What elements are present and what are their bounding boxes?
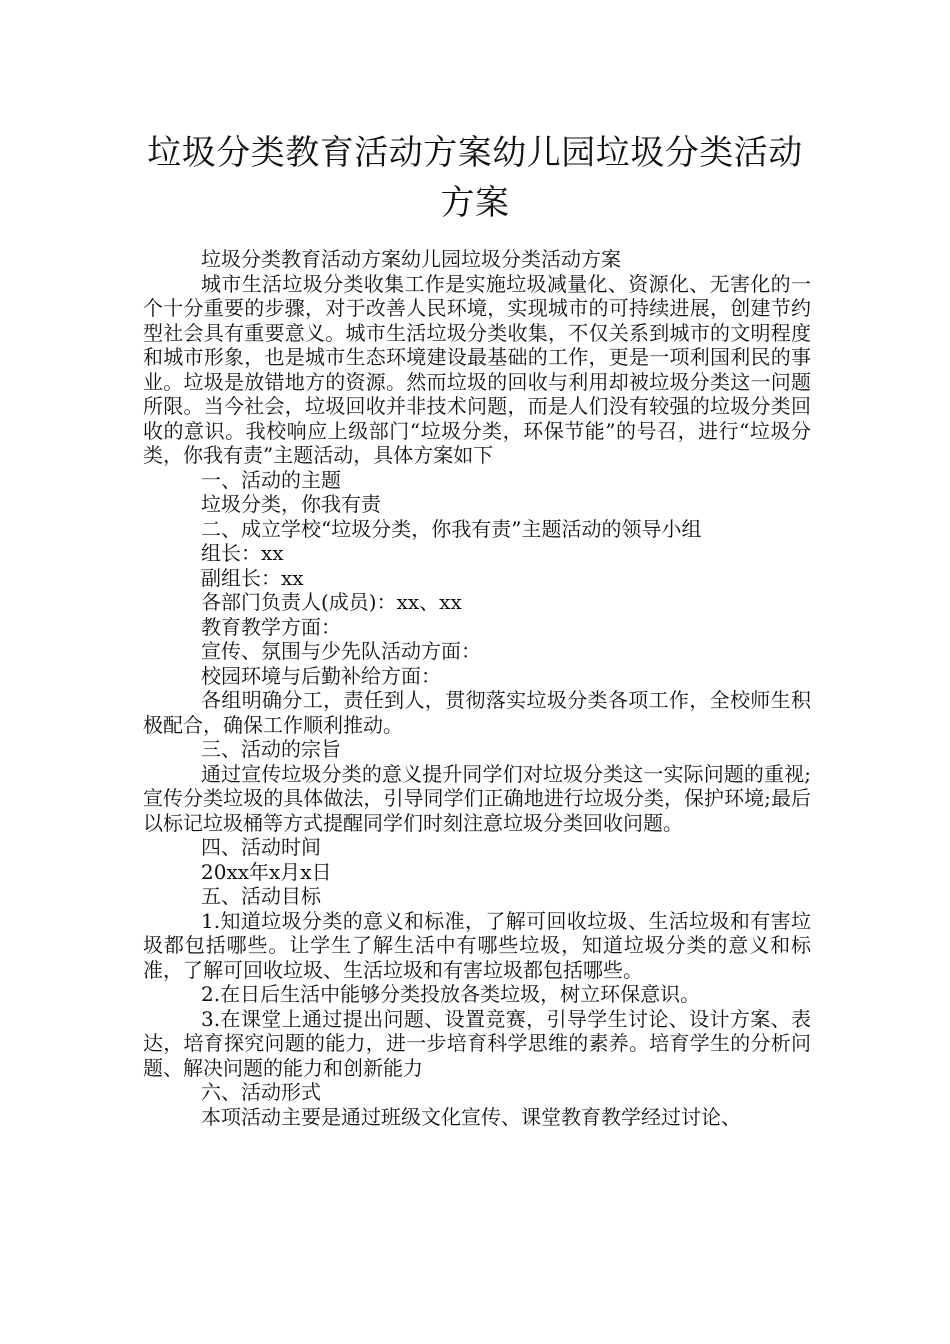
document-title: 垃圾分类教育活动方案幼儿园垃圾分类活动方案 — [147, 133, 803, 223]
paragraph-deputy-leader: 副组长：xx — [201, 565, 304, 590]
heading-purpose: 三、活动的宗旨 — [201, 737, 341, 761]
paragraph-teaching: 教育教学方面： — [201, 614, 341, 639]
paragraph-goal-1: 1.知道垃圾分类的意义和标准，了解可回收垃圾、生活垃圾和有害垃圾都包括哪些。让学生了解生活中有哪些垃圾，知道垃圾分类的意义和标准，了解可回收垃圾、生活垃圾和有害垃圾都包括哪些。 — [143, 908, 811, 982]
paragraph-logistics: 校园环境与后勤补给方面： — [201, 663, 441, 688]
heading-theme: 一、活动的主题 — [201, 467, 341, 492]
paragraph-leader: 组长：xx — [201, 541, 284, 565]
heading-goals: 五、活动目标 — [201, 884, 321, 908]
heading-time: 四、活动时间 — [201, 835, 321, 859]
paragraph-publicity: 宣传、氛围与少先队活动方面： — [201, 639, 481, 663]
paragraph-members: 各部门负责人(成员)：xx、xx — [201, 590, 462, 614]
document-body — [143, 247, 811, 1129]
paragraph-theme: 垃圾分类，你我有责 — [201, 492, 381, 516]
paragraph-date: 20xx年x月x日 — [201, 859, 332, 884]
paragraph-goal-2: 2.在日后生活中能够分类投放各类垃圾，树立环保意识。 — [201, 982, 701, 1006]
paragraph-goal-3: 3.在课堂上通过提出问题、设置竞赛，引导学生讨论、设计方案、表达，培育探究问题的能力，进一步培育科学思维的素养。培育学生的分析问题、解决问题的能力和创新能力 — [143, 1006, 811, 1080]
paragraph-subtitle: 垃圾分类教育活动方案幼儿园垃圾分类活动方案 — [201, 247, 621, 271]
paragraph-purpose: 通过宣传垃圾分类的意义提升同学们对垃圾分类这一实际问题的重视;宣传分类垃圾的具体做法，引导同学们正确地进行垃圾分类，保护环境;最后以标记垃圾桶等方式提醒同学们时刻注意垃圾分类回收问题。 — [143, 761, 811, 835]
heading-format: 六、活动形式 — [201, 1080, 321, 1104]
paragraph-format: 本项活动主要是通过班级文化宣传、课堂教育教学经过讨论、 — [201, 1104, 741, 1129]
paragraph-division: 各组明确分工，责任到人，贯彻落实垃圾分类各项工作，全校师生积极配合，确保工作顺利推动。 — [143, 688, 811, 737]
paragraph-intro: 城市生活垃圾分类收集工作是实施垃圾减量化、资源化、无害化的一个十分重要的步骤，对于改善人民环境，实现城市的可持续进展，创建节约型社会具有重要意义。城市生活垃圾分类收集，不仅关系到城市的文明程度和城市形象，也是城市生态环境建设最基础的工作，更是一项利国利民的事业。垃圾是放错地方的资源。然而垃圾的回收与利用却被垃圾分类这一问题所限。当今社会，垃圾回收并非技术问题，而是人们没有较强的垃圾分类回收的意识。我校响应上级部门“垃圾分类，环保节能”的号召，进行“垃圾分类，你我有责”主题活动，具体方案如下 — [143, 271, 811, 467]
heading-leadership: 二、成立学校“垃圾分类，你我有责”主题活动的领导小组 — [201, 516, 702, 541]
